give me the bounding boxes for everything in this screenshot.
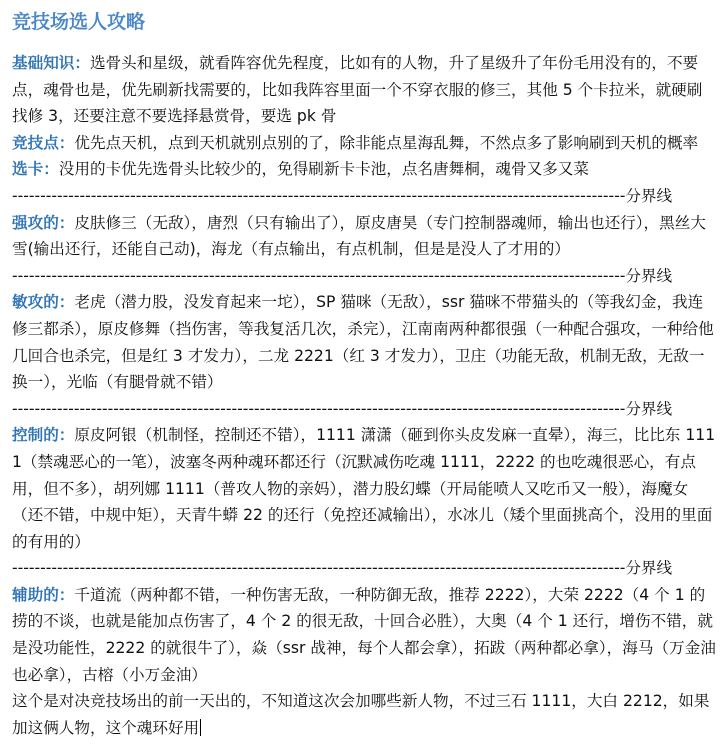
divider-label: 分界线 [625, 266, 673, 285]
section-text: 没用的卡优先选骨头比较少的，免得刷新卡卡池，点名唐舞桐，魂骨又多又菜 [58, 160, 589, 179]
section-text: 优先点天机，点到天机就别点别的了，除非能点星海乱舞，不然点多了影响刷到天机的概率 [74, 133, 699, 152]
category-control [12, 422, 716, 555]
category-text: 老虎（潜力股，没发育起来一坨），SP 猫咪（无敌），ssr 猫咪不带猫头的（等我幻金，我连修三都杀），原皮修舞（挡伤害，等我复活几次，杀完），江南南两种都很强（一种配合强攻，一种给他几回合也杀完，但是红 3 才发力），二龙 2221（红 3 才发力），卫庄（功能无敌，机制无敌，无敌一换一），光临（有腿骨就不错） [12, 293, 714, 392]
category-text: 原皮阿银（机制怪，控制还不错），1111 潇潇（砸到你头皮发麻一直晕），海三，比比东 1111（禁魂恶心的一笔），波塞冬两种魂环都还行（沉默减伤吃魂 1111，2222 的也吃魂很恶心，有点用，但不多），胡列娜 1111（普攻人物的亲妈），潜力股幻蝶（开局能喷人又吃币又一般），海魔女（还不错，中规中矩），天青牛蟒 22 的还行（免控还减输出），水冰儿（矮个里面挑高个，没用的里面的有用的） [12, 426, 716, 551]
section-label: 选卡： [12, 160, 59, 179]
divider [12, 263, 673, 290]
divider [12, 183, 673, 210]
section-label: 基础知识： [12, 54, 90, 72]
divider-dashes: ------------------------------------------------------------------------------------------------------------- [12, 559, 626, 578]
category-support [12, 582, 716, 688]
divider-dashes: ------------------------------------------------------------------------------------------------------------- [12, 186, 626, 205]
divider-label: 分界线 [625, 186, 673, 205]
divider-dashes: ------------------------------------------------------------------------------------------------------------- [12, 266, 626, 285]
divider-label: 分界线 [625, 399, 673, 418]
category-label: 强攻的： [12, 213, 75, 232]
section-arena-points [12, 130, 716, 157]
divider-dashes: ------------------------------------------------------------------------------------------------------------- [12, 399, 626, 418]
category-label: 敏攻的： [12, 293, 75, 312]
category-text: 皮肤修三（无敌），唐烈（只有输出了），原皮唐昊（专门控制器魂师，输出也还行），黑丝大雪(输出还行，还能自己动)，海龙（有点输出，有点机制，但是是没人了才用的） [12, 213, 706, 259]
page-title: 竞技场选人攻略 [12, 11, 146, 33]
divider [12, 396, 673, 423]
divider-label: 分界线 [625, 559, 673, 578]
closing-text: 这个是对决竞技场出的前一天出的，不知道这次会加哪些新人物，不过三石 1111，大白 2212，如果加这俩人物，这个魂环好用 [12, 692, 710, 737]
category-label: 辅助的： [12, 585, 75, 604]
category-agile-attack [12, 289, 716, 395]
section-card-choice [12, 156, 716, 183]
category-label: 控制的： [12, 426, 75, 445]
document [12, 8, 716, 741]
section-basics [12, 50, 716, 130]
section-text: 选骨头和星级，就看阵容优先程度，比如有的人物，升了星级升了年份毛用没有的，不要点，魂骨也是，优先刷新找需要的，比如我阵容里面一个不穿衣服的修三，其他 5 个卡拉米，就硬刷找修 3，还要注意不要选择悬赏骨，要选 pk 骨 [12, 54, 703, 126]
category-text: 千道流（两种都不错，一种伤害无敌，一种防御无敌，推荐 2222），大荣 2222（4 个 1 的捞的不谈，也就是能加点伤害了，4 个 2 的很无敌，十回合必胜），大奥（4 个 1 还行，增伤不错，就是没功能性，2222 的就很牛了），焱（ssr 战神，每个人都会拿），拓跋（两种都必拿），海马（万金油也必拿），古榕（小万金油） [12, 585, 716, 684]
category-strong-attack [12, 210, 716, 263]
text-cursor [200, 719, 201, 736]
closing-note[interactable] [12, 688, 716, 741]
divider [12, 555, 673, 582]
section-label: 竞技点： [12, 133, 75, 152]
